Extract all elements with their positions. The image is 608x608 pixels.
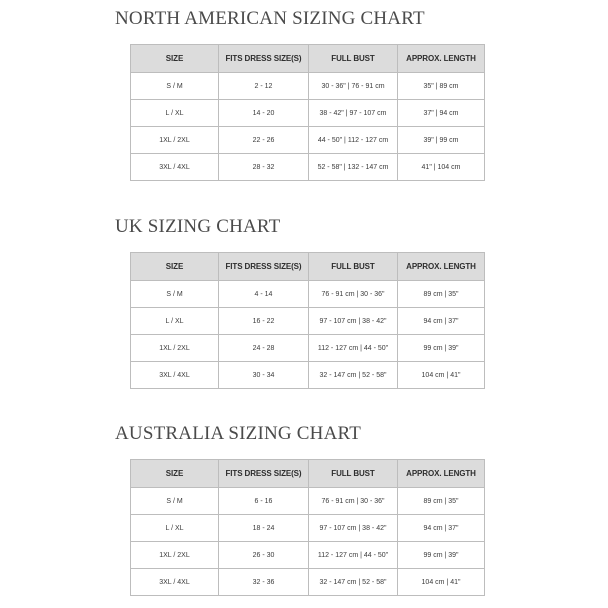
table-row	[131, 335, 485, 362]
cell-length: 104 cm | 41"	[398, 569, 485, 596]
cell-length: 35" | 89 cm	[398, 73, 485, 100]
table-row	[131, 154, 485, 181]
cell-full-bust: 112 - 127 cm | 44 - 50"	[309, 335, 398, 362]
cell-length: 99 cm | 39"	[398, 542, 485, 569]
cell-length: 89 cm | 35"	[398, 488, 485, 515]
cell-size: 3XL / 4XL	[131, 569, 219, 596]
cell-length: 37" | 94 cm	[398, 100, 485, 127]
north-american-chart-title: NORTH AMERICAN SIZING CHART	[115, 8, 425, 29]
cell-length: 94 cm | 37"	[398, 308, 485, 335]
cell-length: 39" | 99 cm	[398, 127, 485, 154]
table-row	[131, 308, 485, 335]
header-fits-dress-size: FITS DRESS SIZE(S)	[219, 45, 309, 73]
header-approx-length: APPROX. LENGTH	[398, 460, 485, 488]
cell-dress-size: 4 - 14	[219, 281, 309, 308]
table-row	[131, 515, 485, 542]
cell-full-bust: 38 - 42" | 97 - 107 cm	[309, 100, 398, 127]
header-size: SIZE	[131, 45, 219, 73]
header-full-bust: FULL BUST	[309, 253, 398, 281]
cell-dress-size: 14 - 20	[219, 100, 309, 127]
cell-size: L / XL	[131, 308, 219, 335]
header-size: SIZE	[131, 460, 219, 488]
header-fits-dress-size: FITS DRESS SIZE(S)	[219, 253, 309, 281]
header-approx-length: APPROX. LENGTH	[398, 253, 485, 281]
cell-size: 3XL / 4XL	[131, 362, 219, 389]
cell-size: S / M	[131, 281, 219, 308]
cell-length: 41" | 104 cm	[398, 154, 485, 181]
uk-chart-title: UK SIZING CHART	[115, 216, 281, 237]
cell-size: 1XL / 2XL	[131, 335, 219, 362]
table-row	[131, 100, 485, 127]
table-row	[131, 569, 485, 596]
header-approx-length: APPROX. LENGTH	[398, 45, 485, 73]
cell-dress-size: 16 - 22	[219, 308, 309, 335]
cell-full-bust: 32 - 147 cm | 52 - 58"	[309, 569, 398, 596]
cell-full-bust: 76 - 91 cm | 30 - 36"	[309, 488, 398, 515]
cell-size: 1XL / 2XL	[131, 127, 219, 154]
table-row	[131, 488, 485, 515]
table-row	[131, 542, 485, 569]
cell-length: 89 cm | 35"	[398, 281, 485, 308]
cell-dress-size: 22 - 26	[219, 127, 309, 154]
table-row	[131, 362, 485, 389]
cell-size: S / M	[131, 73, 219, 100]
cell-full-bust: 44 - 50" | 112 - 127 cm	[309, 127, 398, 154]
cell-full-bust: 76 - 91 cm | 30 - 36"	[309, 281, 398, 308]
australia-chart-title: AUSTRALIA SIZING CHART	[115, 423, 362, 444]
cell-full-bust: 30 - 36" | 76 - 91 cm	[309, 73, 398, 100]
table-header-row	[131, 45, 485, 73]
north-american-sizing-table	[130, 44, 485, 181]
cell-length: 99 cm | 39"	[398, 335, 485, 362]
header-full-bust: FULL BUST	[309, 45, 398, 73]
cell-dress-size: 30 - 34	[219, 362, 309, 389]
cell-dress-size: 26 - 30	[219, 542, 309, 569]
cell-dress-size: 24 - 28	[219, 335, 309, 362]
cell-full-bust: 112 - 127 cm | 44 - 50"	[309, 542, 398, 569]
table-row	[131, 73, 485, 100]
cell-full-bust: 97 - 107 cm | 38 - 42"	[309, 515, 398, 542]
cell-size: 1XL / 2XL	[131, 542, 219, 569]
cell-size: 3XL / 4XL	[131, 154, 219, 181]
table-header-row	[131, 460, 485, 488]
table-row	[131, 281, 485, 308]
uk-sizing-table	[130, 252, 485, 389]
header-full-bust: FULL BUST	[309, 460, 398, 488]
cell-dress-size: 6 - 16	[219, 488, 309, 515]
cell-length: 104 cm | 41"	[398, 362, 485, 389]
header-fits-dress-size: FITS DRESS SIZE(S)	[219, 460, 309, 488]
cell-dress-size: 28 - 32	[219, 154, 309, 181]
cell-size: L / XL	[131, 515, 219, 542]
cell-dress-size: 32 - 36	[219, 569, 309, 596]
table-header-row	[131, 253, 485, 281]
cell-dress-size: 18 - 24	[219, 515, 309, 542]
cell-dress-size: 2 - 12	[219, 73, 309, 100]
cell-size: L / XL	[131, 100, 219, 127]
cell-full-bust: 32 - 147 cm | 52 - 58"	[309, 362, 398, 389]
cell-size: S / M	[131, 488, 219, 515]
cell-full-bust: 97 - 107 cm | 38 - 42"	[309, 308, 398, 335]
header-size: SIZE	[131, 253, 219, 281]
cell-length: 94 cm | 37"	[398, 515, 485, 542]
australia-sizing-table	[130, 459, 485, 596]
cell-full-bust: 52 - 58" | 132 - 147 cm	[309, 154, 398, 181]
table-row	[131, 127, 485, 154]
